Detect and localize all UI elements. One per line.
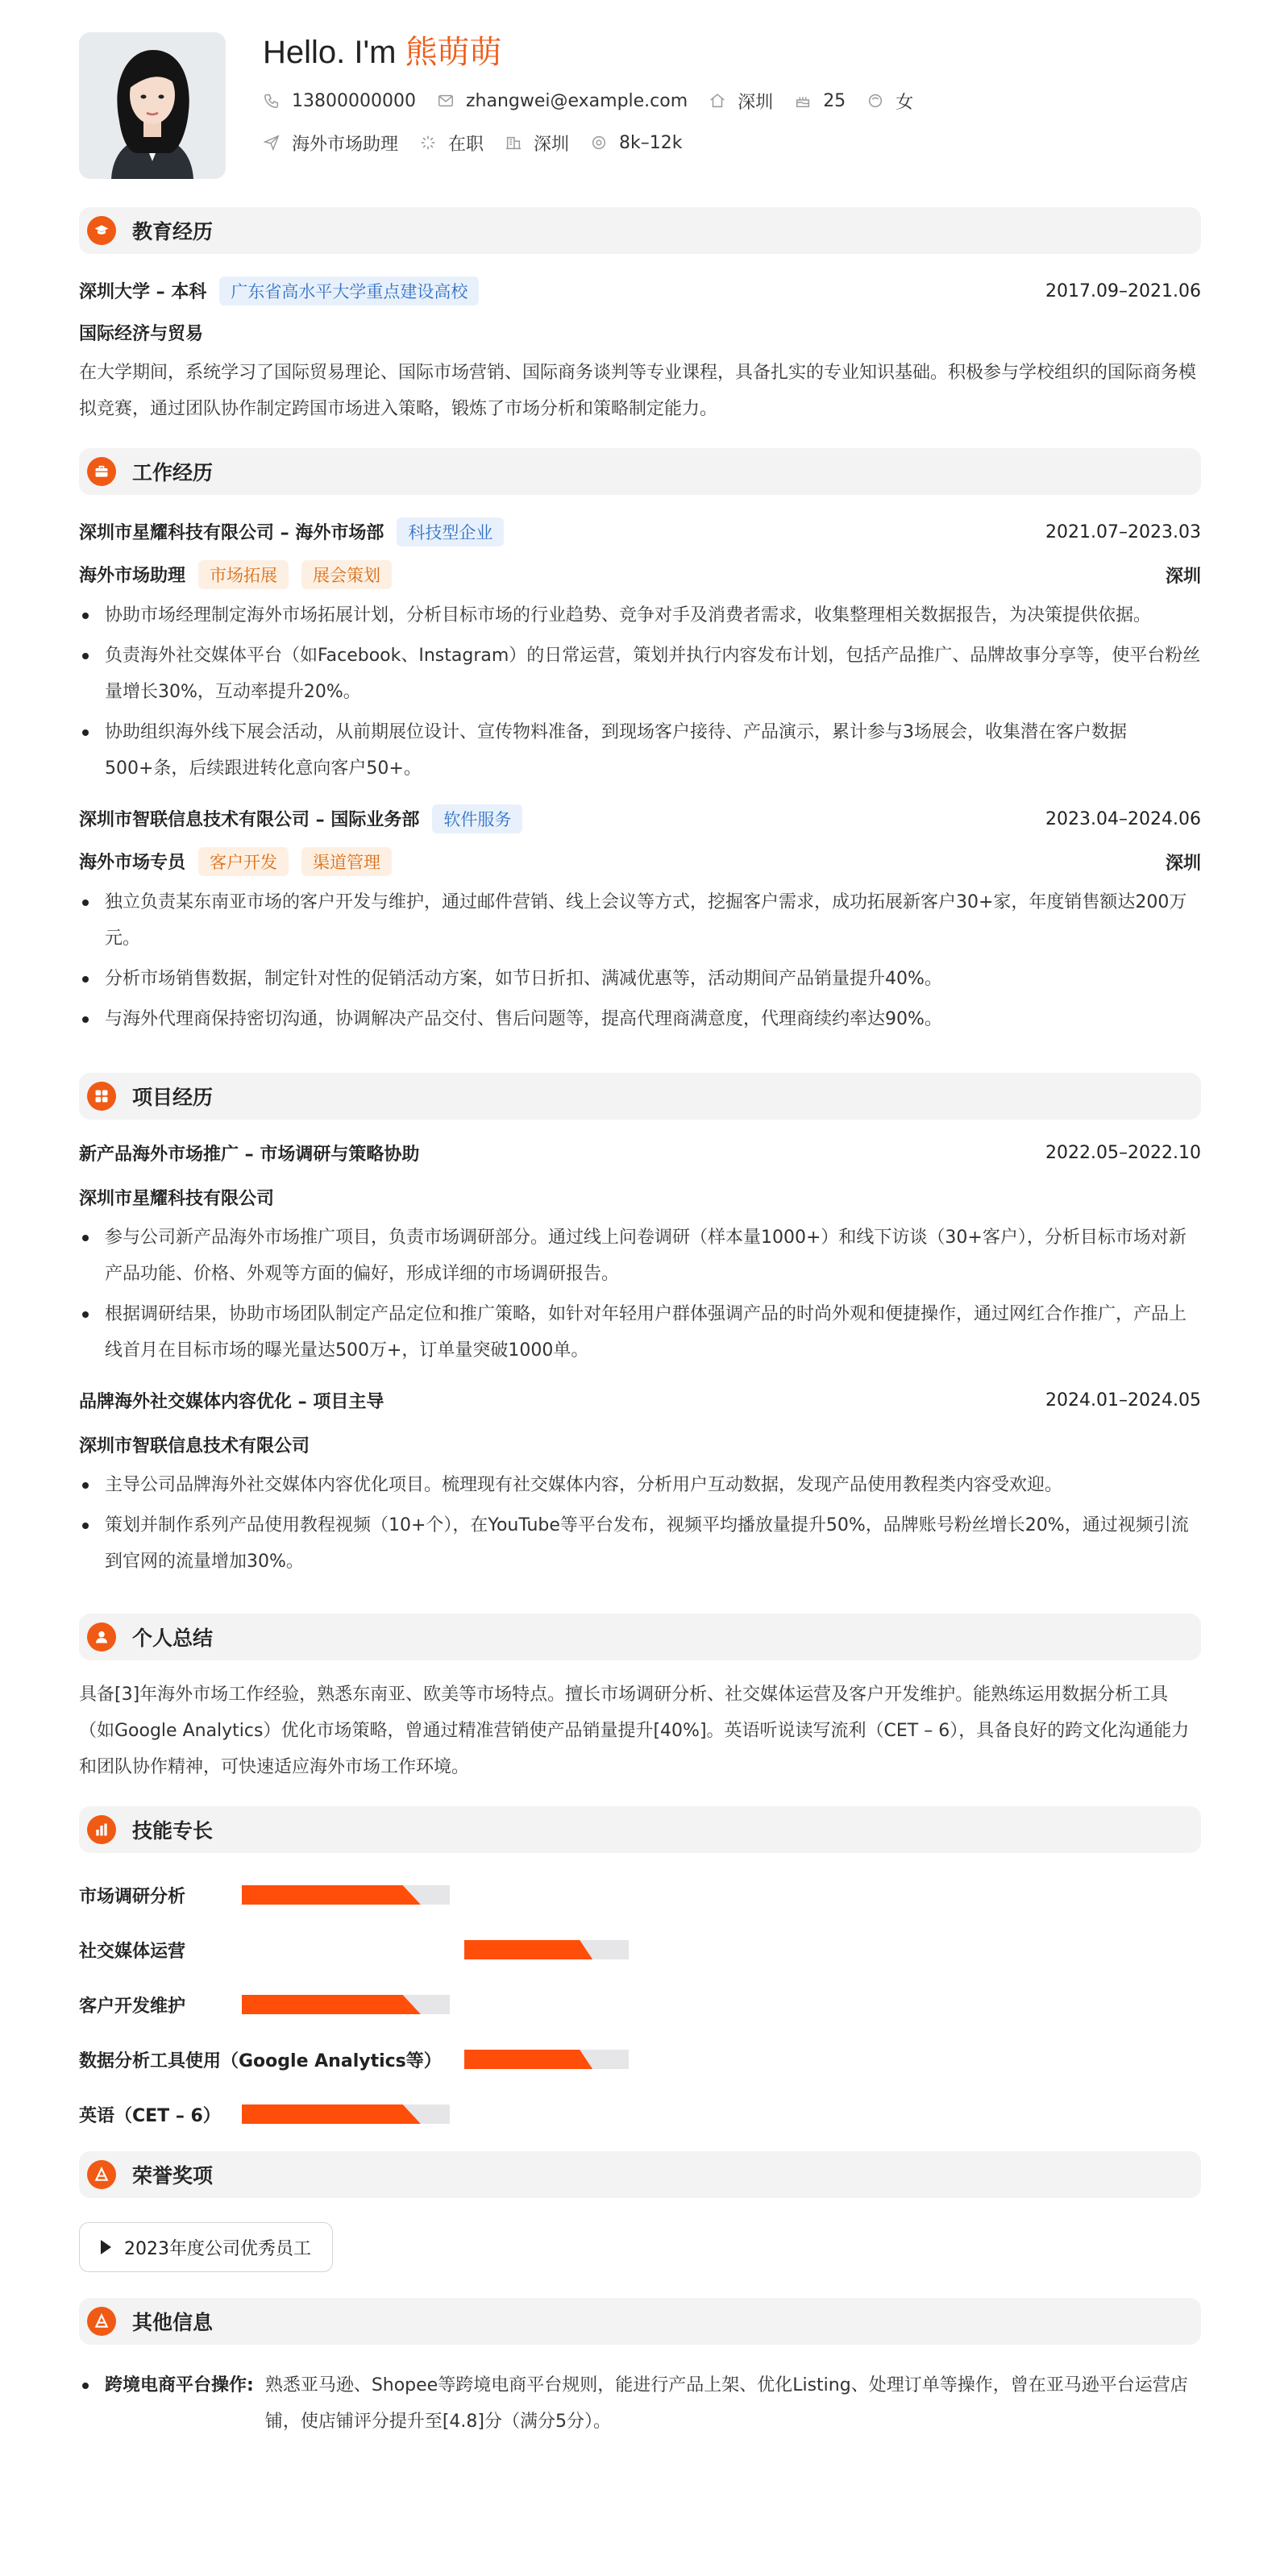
skills-list xyxy=(79,1868,1201,2142)
coin-icon xyxy=(590,134,608,152)
work-date: 2023.04–2024.06 xyxy=(1045,808,1201,829)
position-text: 海外市场助理 xyxy=(292,134,399,155)
graduation-cap-icon xyxy=(87,216,116,245)
bullet-item: 负责海外社交媒体平台（如Facebook、Instagram）的日常运营，策划并执行内容发布计划，包括产品推广、品牌故事分享等，使平台粉丝量增长30%，互动率提升20%。 xyxy=(79,638,1201,710)
header-info xyxy=(263,32,934,155)
send-icon xyxy=(263,134,281,152)
target-city-item xyxy=(505,131,569,156)
section-work xyxy=(79,448,1201,495)
briefcase-icon xyxy=(87,457,116,486)
work-role xyxy=(79,847,392,876)
project-bullets xyxy=(79,1219,1201,1369)
skill-bar-fill xyxy=(242,1885,421,1905)
education-date: 2017.09–2021.06 xyxy=(1045,280,1201,301)
skill-bar xyxy=(242,1885,450,1905)
work-date: 2021.07–2023.03 xyxy=(1045,521,1201,542)
school-name: 深圳大学 – 本科 xyxy=(79,282,207,302)
bullet-item: 主导公司品牌海外社交媒体内容优化项目。梳理现有社交媒体内容，分析用户互动数据，发现产品使用教程类内容受欢迎。 xyxy=(79,1467,1201,1503)
summary-text: 具备[3]年海外市场工作经验，熟悉东南亚、欧美等市场特点。擅长市场调研分析、社交媒体运营及客户开发维护。能熟练运用数据分析工具（如Google Analytics）优化市场策略，曾通过精准营销使产品销量提升[40%]。英语听说读写流利（CET – 6），具备良好的跨文化沟通能力和团队协作精神，可快速适应海外市场工作环境。 xyxy=(79,1685,1190,1777)
skill-name: 英语（CET – 6） xyxy=(79,2105,221,2126)
education-header-row xyxy=(79,276,1201,305)
project-company: 深圳市星耀科技有限公司 xyxy=(79,1189,275,1209)
bullet-item: 策划并制作系列产品使用教程视频（10+个），在YouTube等平台发布，视频平均播放量提升50%，品牌账号粉丝增长20%，通过视频引流到官网的流量增加30%。 xyxy=(79,1507,1201,1580)
project-header-row xyxy=(79,1388,1201,1413)
skill-bar-fill xyxy=(242,2104,421,2124)
user-icon xyxy=(87,1622,116,1652)
skill-item xyxy=(79,2032,635,2087)
award-icon xyxy=(87,2160,116,2189)
city-text: 深圳 xyxy=(738,92,774,113)
section-education xyxy=(79,207,1201,254)
skill-bar-fill xyxy=(464,2050,592,2069)
work-role-row xyxy=(79,560,1201,589)
phone-text: 13800000000 xyxy=(292,90,416,111)
award-item[interactable] xyxy=(79,2222,333,2272)
skill-bar xyxy=(242,1995,450,2014)
section-title: 其他信息 xyxy=(132,2311,214,2334)
skill-bar-fill xyxy=(464,1940,592,1959)
company-name: 深圳市星耀科技有限公司 – 海外市场部 xyxy=(79,523,384,543)
role-tag: 客户开发 xyxy=(198,847,289,876)
skill-bar xyxy=(242,2104,450,2124)
project-name: 品牌海外社交媒体内容优化 – 项目主导 xyxy=(79,1392,384,1412)
work-role-row xyxy=(79,847,1201,876)
work-item xyxy=(79,517,1201,787)
education-description: 在大学期间，系统学习了国际贸易理论、国际市场营销、国际商务谈判等专业课程，具备扎实的专业知识基础。积极参与学校组织的国际商务模拟竞赛，通过团队协作制定跨国市场进入策略，锻炼了市场分析和策略制定能力。 xyxy=(79,363,1197,419)
work-header-row xyxy=(79,804,1201,833)
salary-text: 8k–12k xyxy=(619,132,683,153)
work-company xyxy=(79,517,504,546)
work-bullets xyxy=(79,884,1201,1037)
other-item xyxy=(79,2367,1201,2440)
other-list xyxy=(79,2367,1201,2440)
bullet-item: 参与公司新产品海外市场推广项目，负责市场调研部分。通过线上问卷调研（样本量1000+）和线下访谈（30+客户），分析目标市场对新产品功能、价格、外观等方面的偏好，形成详细的市场调研报告。 xyxy=(79,1219,1201,1292)
section-title: 项目经历 xyxy=(132,1086,214,1109)
project-name: 新产品海外市场推广 – 市场调研与策略协助 xyxy=(79,1145,420,1165)
skill-name: 社交媒体运营 xyxy=(79,1941,186,1962)
skill-item xyxy=(79,1922,635,1977)
other-text: 熟悉亚马逊、Shopee等跨境电商平台规则，能进行产品上架、优化Listing、处理订单等操作，曾在亚马逊平台运营店铺，使店铺评分提升至[4.8]分（满分5分）。 xyxy=(264,2375,1188,2432)
skill-name: 数据分析工具使用（Google Analytics等） xyxy=(79,2050,442,2071)
work-item xyxy=(79,804,1201,1037)
section-title: 工作经历 xyxy=(132,461,214,484)
work-role xyxy=(79,560,392,589)
role-tag: 市场拓展 xyxy=(198,560,289,589)
skill-bar-fill xyxy=(242,1995,421,2014)
section-summary xyxy=(79,1614,1201,1660)
phone-icon xyxy=(263,92,281,110)
award-text: 2023年度公司优秀员工 xyxy=(124,2238,311,2259)
project-date: 2022.05–2022.10 xyxy=(1045,1143,1201,1163)
awards-list xyxy=(79,2222,1201,2272)
bullet-item: 根据调研结果，协助市场团队制定产品定位和推广策略，如针对年轻用户群体强调产品的时尚外观和便捷操作，通过网红合作推广，产品上线首月在目标市场的曝光量达500万+，订单量突破1000单。 xyxy=(79,1296,1201,1369)
section-title: 技能专长 xyxy=(132,1819,214,1843)
company-tag: 软件服务 xyxy=(432,804,522,833)
email-text: zhangwei@example.com xyxy=(465,90,688,111)
bullet-item: 分析市场销售数据，制定针对性的促销活动方案，如节日折扣、满减优惠等，活动期间产品销量提升40%。 xyxy=(79,961,1201,997)
skill-name: 市场调研分析 xyxy=(79,1886,186,1907)
home-icon xyxy=(709,92,726,110)
section-title: 教育经历 xyxy=(132,220,214,243)
section-skills xyxy=(79,1806,1201,1853)
greeting-text: Hello. I'm xyxy=(263,35,405,70)
project-company: 深圳市智联信息技术有限公司 xyxy=(79,1436,310,1456)
project-header-row xyxy=(79,1141,1201,1165)
info-icon xyxy=(87,2307,116,2336)
contact-row xyxy=(263,89,934,113)
work-city: 深圳 xyxy=(1165,853,1201,874)
gender-icon xyxy=(866,92,884,110)
other-label: 跨境电商平台操作: xyxy=(105,2375,254,2395)
work-header-row xyxy=(79,517,1201,546)
work-city: 深圳 xyxy=(1165,566,1201,587)
resume-header xyxy=(79,32,1201,193)
building-icon xyxy=(505,134,522,152)
target-city-text: 深圳 xyxy=(534,134,570,155)
skill-item xyxy=(79,1977,648,2032)
bullet-item: 协助市场经理制定海外市场拓展计划，分析目标市场的行业趋势、竞争对手及消费者需求，收集整理相关数据报告，为决策提供依据。 xyxy=(79,597,1201,634)
gender-item xyxy=(866,89,913,114)
education-school xyxy=(79,276,479,305)
role-tag: 渠道管理 xyxy=(301,847,392,876)
email-item xyxy=(437,91,688,111)
candidate-name: 熊萌萌 xyxy=(405,35,502,70)
company-tag: 科技型企业 xyxy=(397,517,504,546)
work-bullets xyxy=(79,597,1201,787)
status-item xyxy=(419,131,484,156)
project-date: 2024.01–2024.05 xyxy=(1045,1390,1201,1411)
loading-icon xyxy=(419,134,437,152)
skill-item xyxy=(79,2087,648,2142)
bullet-item: 与海外代理商保持密切沟通，协调解决产品交付、售后问题等，提高代理商满意度，代理商续约率达90%。 xyxy=(79,1001,1201,1037)
skill-item xyxy=(79,1868,648,1922)
cake-icon xyxy=(794,92,812,110)
section-projects xyxy=(79,1073,1201,1120)
skill-bar xyxy=(464,1940,629,1959)
greeting-title xyxy=(263,32,934,73)
role-name: 海外市场专员 xyxy=(79,853,186,873)
project-item xyxy=(79,1141,1201,1369)
role-name: 海外市场助理 xyxy=(79,566,186,586)
salary-item xyxy=(590,133,682,153)
education-major: 国际经济与贸易 xyxy=(79,324,204,344)
phone-item xyxy=(263,91,416,111)
role-tag: 展会策划 xyxy=(301,560,392,589)
avatar xyxy=(79,32,226,179)
bullet-item: 独立负责某东南亚市场的客户开发与维护，通过邮件营销、线上会议等方式，挖掘客户需求，成功拓展新客户30+家，年度销售额达200万元。 xyxy=(79,884,1201,957)
grid-icon xyxy=(87,1082,116,1111)
skill-name: 客户开发维护 xyxy=(79,1996,186,2017)
school-tag: 广东省高水平大学重点建设高校 xyxy=(219,276,479,305)
project-item xyxy=(79,1388,1201,1580)
age-item xyxy=(794,91,846,111)
position-item xyxy=(263,131,398,156)
age-text: 25 xyxy=(823,90,846,111)
project-bullets xyxy=(79,1467,1201,1580)
chart-icon xyxy=(87,1815,116,1844)
status-text: 在职 xyxy=(448,134,484,155)
bullet-item: 协助组织海外线下展会活动，从前期展位设计、宣传物料准备，到现场客户接待、产品演示，累计参与3场展会，收集潜在客户数据500+条，后续跟进转化意向客户50+。 xyxy=(79,714,1201,787)
gender-text: 女 xyxy=(896,92,914,113)
skill-bar xyxy=(464,2050,629,2069)
section-other xyxy=(79,2298,1201,2345)
section-title: 荣誉奖项 xyxy=(132,2164,214,2188)
section-awards xyxy=(79,2151,1201,2198)
work-company xyxy=(79,804,522,833)
city-item xyxy=(709,89,773,114)
play-icon xyxy=(101,2240,111,2254)
section-title: 个人总结 xyxy=(132,1627,214,1650)
company-name: 深圳市智联信息技术有限公司 – 国际业务部 xyxy=(79,810,420,830)
mail-icon xyxy=(437,92,455,110)
job-intent-row xyxy=(263,131,934,155)
